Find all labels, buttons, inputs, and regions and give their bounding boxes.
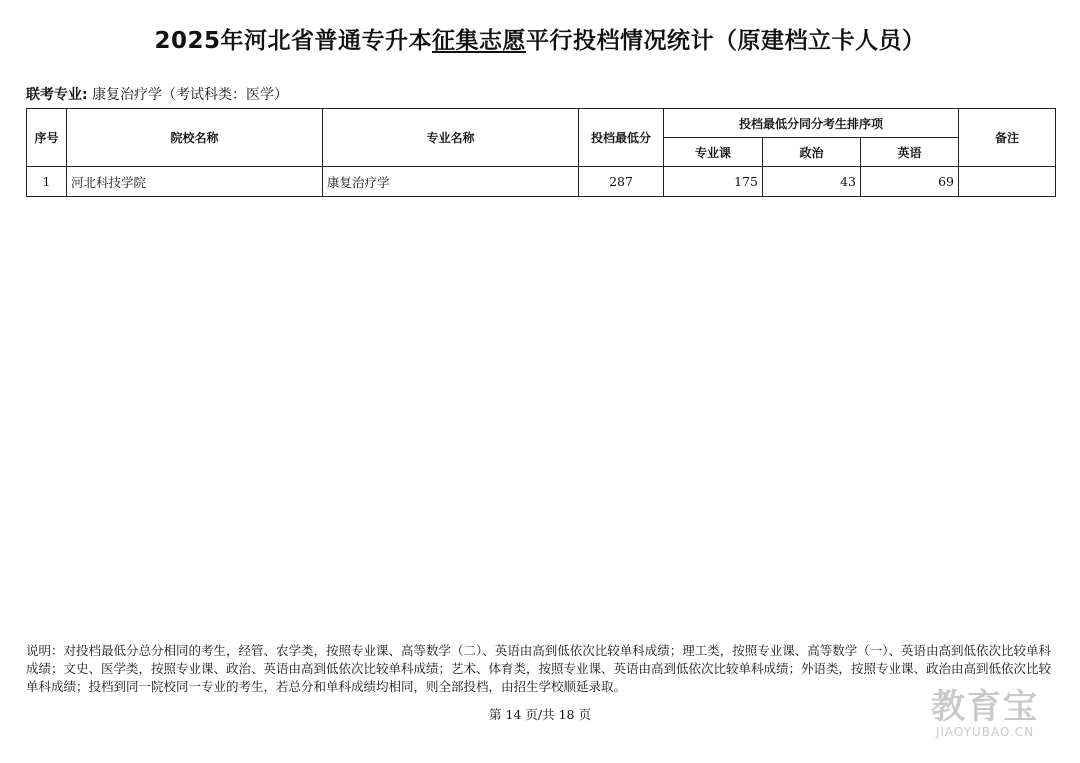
cell-subject-2: 43	[763, 167, 861, 197]
header-tie-group: 投档最低分同分考生排序项	[664, 109, 959, 138]
header-min-score: 投档最低分	[579, 109, 664, 167]
header-school: 院校名称	[67, 109, 323, 167]
cell-remark	[959, 167, 1056, 197]
page-footer: 第 14 页/共 18 页	[489, 707, 591, 722]
watermark-logo	[905, 687, 1065, 739]
major-value: 康复治疗学（考试科类：医学）	[92, 87, 289, 103]
admission-table	[26, 108, 1056, 197]
explanation-note: 说明：对投档最低分总分相同的考生，经管、农学类，按照专业课、高等数学（二）、英语由高到低依次比较单科成绩；理工类，按照专业课、高等数学（一）、英语由高到低依次比较单科成绩；文史、医学类，按照专业课、政治、英语由高到低依次比较单科成绩；艺术、体育类，按照专业课、英语由高到低依次比较单科成绩；外语类，按照专业课、政治由高到低依次比较单科成绩；投档到同一院校同一专业的考生，若总分和单科成绩均相同，则全部投档，由招生学校顺延录取。	[26, 643, 1052, 694]
major-label: 联考专业:	[26, 87, 88, 103]
watermark-sub: JIAOYUBAO.CN	[935, 725, 1035, 739]
cell-seq: 1	[27, 167, 67, 197]
cell-min-score: 287	[579, 167, 664, 197]
header-row-1	[27, 109, 1056, 138]
header-subject-3: 英语	[861, 138, 959, 167]
major-line	[26, 84, 288, 104]
header-seq: 序号	[27, 109, 67, 167]
cell-school: 河北科技学院	[67, 167, 323, 197]
header-subject-1: 专业课	[664, 138, 763, 167]
watermark-main: 教育宝	[931, 687, 1039, 727]
cell-subject-3: 69	[861, 167, 959, 197]
header-subject-2: 政治	[763, 138, 861, 167]
page-title	[0, 22, 1080, 55]
cell-major: 康复治疗学	[323, 167, 579, 197]
title-part-2: 平行投档情况统计（原建档立卡人员）	[526, 28, 926, 54]
title-underlined: 征集志愿	[432, 28, 526, 54]
table-row	[27, 167, 1056, 197]
cell-subject-1: 175	[664, 167, 763, 197]
title-part-1: 2025年河北省普通专升本	[154, 28, 432, 54]
header-major: 专业名称	[323, 109, 579, 167]
header-remark: 备注	[959, 109, 1056, 167]
